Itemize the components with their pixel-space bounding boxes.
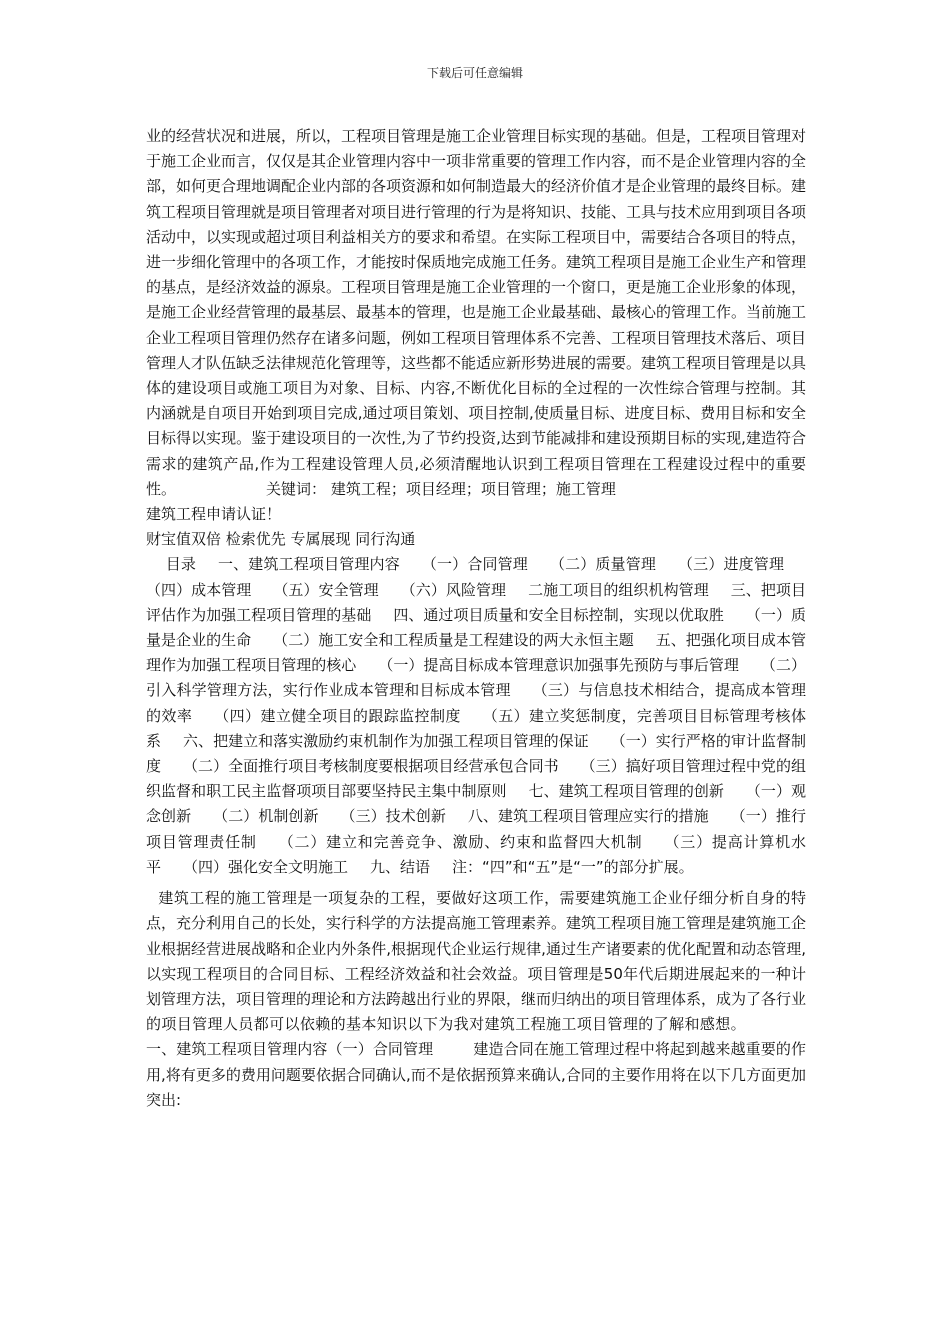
body-paragraph-text: 建筑工程的施工管理是一项复杂的工程，要做好这项工作，需要建筑施工企业仔细分析自身的特点，充分利用自己的长处，实行科学的方法提高施工管理素养。建筑工程项目施工管理是建筑施工企业根据经营进展战略和企业内外条件,根据现代企业运行规律,通过生产诸要素的优化配置和动态管理,以实现工程项目的合同目标、工程经济效益和社会效益。项目管理是50年代后期进展起来的一种计划管理方法，项目管理的理论和方法跨越出行业的界限，继而归纳出的项目管理体系，成为了各行业的项目管理人员都可以依赖的基本知识以下为我对建筑工程施工项目管理的了解和感想。 [146, 889, 807, 1034]
table-of-contents [146, 552, 806, 880]
toc-entry: （一）推行项目管理责任制 [146, 807, 806, 851]
toc-entry: （三）搞好项目管理过程中党的组织监督和职工民主监督项项目部要坚持民主集中制原则 [146, 757, 806, 801]
toc-entry: （二）施工安全和工程质量是工程建设的两大永恒主题 [273, 631, 634, 650]
abstract-text: 业的经营状况和进展，所以，工程项目管理是施工企业管理目标实现的基础。但是，工程项目管理对于施工企业而言，仅仅是其企业管理内容中一项非常重要的管理工作内容，而不是企业管理内容的全部，如何更合理地调配企业内部的各项资源和如何制造最大的经济价值才是企业管理的最终目标。建筑工程项目管理就是项目管理者对项目进行管理的行为是将知识、技能、工具与技术应用到项目各项活动中，以实现或超过项目利益相关方的要求和希望。在实际工程项目中，需要结合各项目的特点，进一步细化管理中的各项工作，才能按时保质地完成施工任务。建筑工程项目是施工企业生产和管理的基点，是经济效益的源泉。工程项目管理是施工企业管理的一个窗口，更是施工企业形象的体现，是施工企业经营管理的最基层、最基本的管理，也是施工企业最基础、最核心的管理工作。当前施工企业工程项目管理仍然存在诸多问题，例如工程项目管理体系不完善、工程项目管理技术落后、项目管理人才队伍缺乏法律规范化管理等，这些都不能适应新形势进展的需要。建筑工程项目管理是以具体的建设项目或施工项目为对象、目标、内容,不断优化目标的全过程的一次性综合管理与控制。其内涵就是自项目开始到项目完成,通过项目策划、项目控制,使质量目标、进度目标、费用目标和安全目标得以实现。鉴于建设项目的一次性,为了节约投资,达到节能减排和建设预期目标的实现,建造符合需求的建筑产品,作为工程建设管理人员,必须清醒地认识到工程项目管理在工程建设过程中的重要性。 [146, 127, 807, 498]
toc-entry: （四）强化安全文明施工 [183, 857, 349, 876]
keywords-label: 关键词： [266, 479, 327, 498]
toc-label: 目录 [165, 555, 196, 574]
toc-entry: （一）观念创新 [146, 782, 806, 826]
toc-entry: （六）风险管理 [400, 580, 507, 599]
toc-entry: （二）全面推行项目考核制度要根据项目经营承包合同书 [183, 757, 559, 776]
toc-entry: 四、通过项目质量和安全目标控制，实现以优取胜 [393, 605, 724, 624]
toc-entry: （二）质量管理 [549, 555, 657, 574]
toc-entry: （三）进度管理 [678, 555, 784, 574]
toc-entry: （一）实行严格的审计监督制度 [146, 731, 806, 776]
toc-entry: 八、建筑工程项目管理应实行的措施 [467, 807, 709, 826]
page-header: 下载后可任意编辑 [426, 66, 523, 80]
toc-note: 注：“四”和“五”是“一”的部分扩展。 [452, 857, 694, 876]
toc-entry: （四）建立健全项目的跟踪监控制度 [214, 706, 461, 725]
toc-entry: （五）安全管理 [273, 580, 379, 599]
toc-entry: （一）质量是企业的生命 [146, 605, 806, 650]
keywords-value: 建筑工程；项目经理；项目管理；施工管理 [330, 479, 616, 498]
toc-entry: 一、建筑工程项目管理内容 [218, 555, 400, 574]
abstract-paragraph [146, 124, 806, 502]
subsection-text: 建造合同在施工管理过程中将起到越来越重要的作用,将有更多的费用问题要依据合同确认,而不是依据预算来确认,合同的主要作用将在以下几方面更加突出: [146, 1040, 806, 1109]
document-body [146, 124, 806, 1113]
subsection-title: （一）合同管理 [327, 1040, 434, 1059]
toc-entry: 三、把项目评估作为加强工程项目管理的基础 [146, 580, 806, 624]
toc-entry: （二）引入科学管理方法，实行作业成本管理和目标成本管理 [146, 656, 806, 700]
promo-line-1: 建筑工程申请认证！ [146, 505, 282, 524]
toc-entry: 五、把强化项目成本管理作为加强工程项目管理的核心 [146, 631, 806, 675]
section-title: 一、建筑工程项目管理内容 [146, 1040, 328, 1059]
toc-entry: （一）提高目标成本管理意识加强事先预防与事后管理 [378, 656, 739, 675]
body-paragraph [146, 886, 806, 1113]
toc-entry: （四）成本管理 [146, 580, 252, 599]
promo-line-2: 财宝值双倍 检索优先 专属展现 同行沟通 [146, 530, 416, 549]
toc-entry: 二施工项目的组织机构管理 [528, 580, 709, 599]
toc-entry: （三）提高计算机水平 [146, 832, 806, 876]
toc-entry: （一）合同管理 [421, 555, 528, 574]
toc-entry: （三）与信息技术相结合，提高成本管理的效率 [146, 681, 806, 725]
toc-entry: （二）建立和完善竞争、激励、约束和监督四大机制 [278, 832, 643, 851]
toc-entry: （二）机制创新 [213, 807, 319, 826]
toc-entry: （三）技术创新 [340, 807, 446, 826]
toc-entry: 七、建筑工程项目管理的创新 [528, 782, 724, 801]
toc-entry: 六、把建立和落实激励约束机制作为加强工程项目管理的保证 [183, 731, 589, 750]
toc-entries [146, 555, 806, 875]
toc-entry: （五）建立奖惩制度，完善项目目标管理考核体系 [146, 706, 806, 750]
toc-entry: 九、结语 [370, 857, 431, 876]
